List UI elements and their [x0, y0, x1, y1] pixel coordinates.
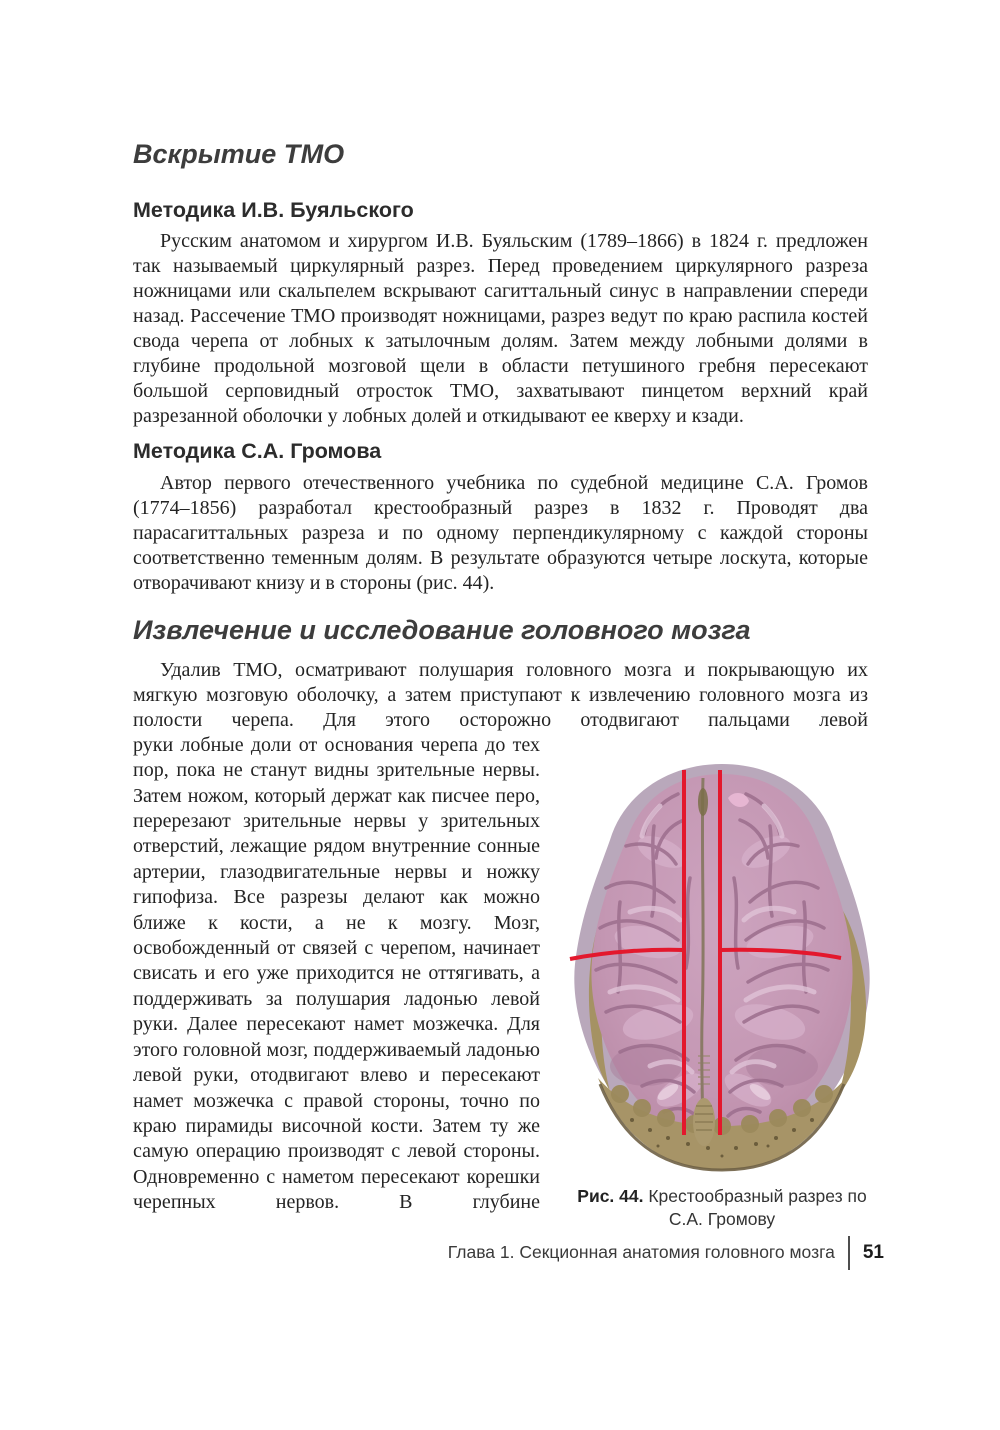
figure-caption-label: Рис. 44. — [577, 1185, 644, 1206]
page-footer — [133, 1236, 884, 1270]
section-heading-2: Извлечение и исследование головного мозга — [133, 615, 751, 646]
extraction-section — [133, 733, 868, 1229]
method-buyalsky-heading: Методика И.В. Буяльского — [133, 197, 414, 222]
footer-chapter-title: Глава 1. Секционная анатомия головного мозга — [447, 1242, 835, 1263]
section-heading-1: Вскрытие ТМО — [133, 139, 345, 169]
extraction-intro-paragraph: Удалив ТМО, осматривают полушария головного мозга и покрывающую их мягкую мозговую оболочку, а затем приступают к извлечению головного мозга из полости черепа. Для этого осторожно отодвигают пальцами левой — [133, 658, 868, 731]
footer-page-number: 51 — [862, 1241, 884, 1263]
method-gromov-heading: Методика С.А. Громова — [133, 439, 382, 464]
footer-divider — [848, 1236, 850, 1270]
figure-caption — [562, 1185, 882, 1231]
method-gromov-paragraph: Автор первого отечественного учебника по судебной медицине С.А. Громов (1774–1856) разработал крестообразный разрез в 1832 г. Проводят два парасагиттальных разреза и по одному перпендикулярному с каждой стороны соответственно теменным долям. В результате образуются четыре лоскута, которые отворачивают книзу и в стороны (рис. 44). — [133, 472, 868, 595]
extraction-wrap-paragraph: руки лобные доли от основания черепа до тех пор, пока не станут видны зрительные нервы. Затем ножом, который держат как писчее перо, перерезают зрительные нервы у зрительных отверстий, лежащие рядом внутренние сонные артерии, глазодвигательные нервы и ножку гипофиза. Все разрезы делают как можно ближе к кости, а не к мозгу. Мозг, освобожденный от связей с черепом, начинает свисать и его уже приходится не оттягивать, а поддерживать за полушария ладонью левой руки. Далее пересекают намет мозжечка. Для этого головной мозг, поддерживаемый ладонью левой руки, отодвигают влево и пересекают намет мозжечка с правой стороны, точно по краю пирамиды височной кости. Затем ту же самую операцию производят с левой стороны. Одновременно с наметом пересекают корешки черепных нервов. В глубине — [133, 733, 540, 1214]
brain-illustration — [562, 760, 882, 1172]
brain-figure — [562, 733, 882, 1231]
figure-caption-text: Крестообразный разрез по С.А. Громову — [648, 1185, 867, 1229]
method-buyalsky-paragraph: Русским анатомом и хирургом И.В. Буяльским (1789–1866) в 1824 г. предложен так называемый циркулярный разрез. Перед проведением циркулярного разреза ножницами или скальпелем вскрывают сагиттальный синус в направлении спереди назад. Рассечение ТМО производят ножницами, разрез ведут по краю распила костей свода черепа от лобных к затылочным долям. Затем между лобными долями в глубине продольной мозговой щели в области петушиного гребня пересекают большой серповидный отросток ТМО, захватывают пинцетом верхний край разрезанной оболочки у лобных долей и откидывают ее кверху и кзади. — [133, 230, 868, 428]
